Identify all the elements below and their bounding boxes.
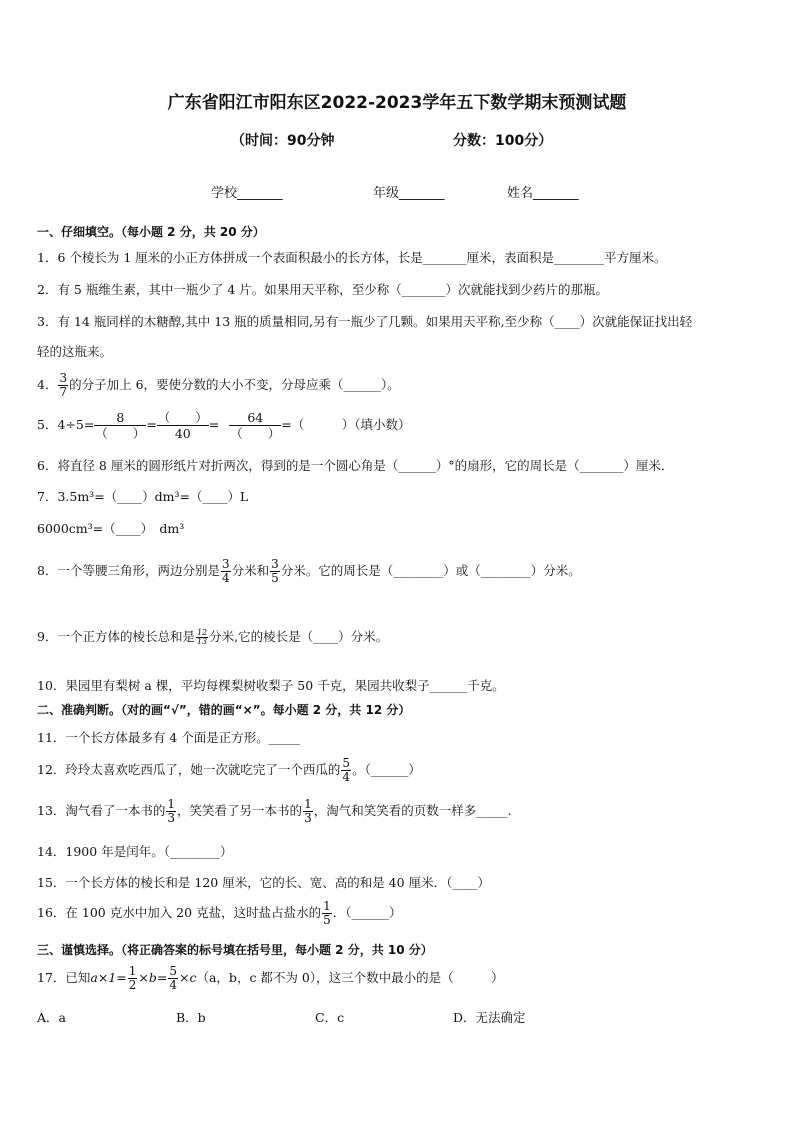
fraction: $\frac{5}{4}$ — [169, 964, 177, 992]
option-a: A．a — [37, 1010, 66, 1025]
question-14: 14．1900 年是闰年。（________） — [37, 844, 233, 859]
option-c: C．c — [315, 1010, 345, 1025]
question-1: 1．6 个棱长为 1 厘米的小正方体拼成一个表面积最小的长方体，长是_______厘米，表面积是________平方厘米。 — [37, 250, 667, 265]
score-label: 分数：100分） — [453, 133, 553, 149]
question-5: 5．4÷5= 8 （ ） = （ ） 40 = 64 （ ） =（ ）（填小数） — [37, 410, 411, 441]
fraction: $\frac{12}{13}$ — [196, 628, 208, 646]
question-9: 9．一个正方体的棱长总和是 $\frac{12}{13}$ 分米,它的棱长是（____）分米。 — [37, 628, 389, 646]
question-3-line-1: 3．有 14 瓶同样的木糖醇,其中 13 瓶的质量相同,另有一瓶少了几颗。如果用天平称,至少称（____）次就能保证找出轻 — [37, 314, 693, 329]
fraction: 8 （ ） — [95, 410, 146, 441]
question-15: 15．一个长方体的棱长和是 120 厘米，它的长、宽、高的和是 40 厘米．（____） — [37, 875, 490, 890]
question-4: 4． $\frac{3}{7}$ 的分子加上 6，要使分数的大小不变，分母应乘（______）。 — [37, 371, 400, 399]
question-8: 8．一个等腰三角形，两边分别是 $\frac{3}{4}$ 分米和 $\frac{3}{5}$ 分米。它的周长是（________）或（________）分米。 — [37, 557, 581, 585]
fraction: $\frac{1}{3}$ — [167, 797, 176, 825]
fraction: $\frac{1}{2}$ — [128, 964, 137, 992]
option-d: D．无法确定 — [453, 1010, 526, 1025]
question-12: 12．玲玲太喜欢吃西瓜了，她一次就吃完了一个西瓜的 $\frac{5}{4}$ 。（______） — [37, 756, 421, 784]
fraction: $\frac{3}{5}$ — [271, 557, 279, 585]
question-11: 11．一个长方体最多有 4 个面是正方形。_____ — [37, 730, 301, 745]
question-2: 2．有 5 瓶维生素，其中一瓶少了 4 片。如果用天平称，至少称（_______）次就能找到少药片的那瓶。 — [37, 282, 609, 297]
question-7-line-2: 6000cm³=（____） dm³ — [37, 521, 185, 536]
fraction: $\frac{1}{3}$ — [304, 797, 312, 825]
section-1-heading: 一、仔细填空。（每小题 2 分，共 20 分） — [37, 225, 265, 239]
name-field: 姓名_______ — [507, 186, 579, 201]
question-13: 13．淘气看了一本书的 $\frac{1}{3}$ ，笑笑看了另一本书的 $\frac{1}{3}$ ，淘气和笑笑看的页数一样多_____. — [37, 797, 512, 825]
fraction: 64 （ ） — [230, 410, 281, 441]
section-2-heading: 二、准确判断。（对的画“√”，错的画“×”。每小题 2 分，共 12 分） — [37, 703, 411, 717]
fraction: $\frac{3}{4}$ — [221, 557, 230, 585]
fraction: （ ） 40 — [157, 410, 208, 441]
question-10: 10．果园里有梨树 a 棵，平均每棵梨树收梨子 50 千克，果园共收梨子______千克。 — [37, 678, 505, 693]
fraction: $\frac{1}{5}$ — [323, 899, 331, 927]
school-field: 学校_______ — [211, 186, 283, 201]
option-b: B．b — [176, 1010, 206, 1025]
question-16: 16．在 100 克水中加入 20 克盐，这时盐占盐水的 $\frac{1}{5}$ ．（______） — [37, 899, 402, 927]
page-title: 广东省阳江市阳东区2022-2023学年五下数学期末预测试题 — [167, 93, 627, 113]
time-label: （时间：90分钟 — [231, 133, 335, 149]
question-17: 17．已知a×1= $\frac{1}{2}$ ×b= $\frac{5}{4}$ ×c（a，b，c 都不为 0），这三个数中最小的是（ ） — [37, 964, 504, 992]
grade-field: 年级_______ — [373, 186, 445, 201]
fraction: $\frac{3}{7}$ — [59, 371, 68, 399]
question-3-line-2: 轻的这瓶来。 — [37, 344, 113, 359]
question-7-line-1: 7．3.5m³=（____）dm³=（____）L — [37, 489, 249, 504]
section-3-heading: 三、谨慎选择。（将正确答案的标号填在括号里，每小题 2 分，共 10 分） — [37, 943, 433, 957]
fraction: $\frac{5}{4}$ — [342, 756, 351, 784]
question-6: 6．将直径 8 厘米的圆形纸片对折两次，得到的是一个圆心角是（______）°的扇形，它的周长是（_______）厘米． — [37, 458, 674, 473]
